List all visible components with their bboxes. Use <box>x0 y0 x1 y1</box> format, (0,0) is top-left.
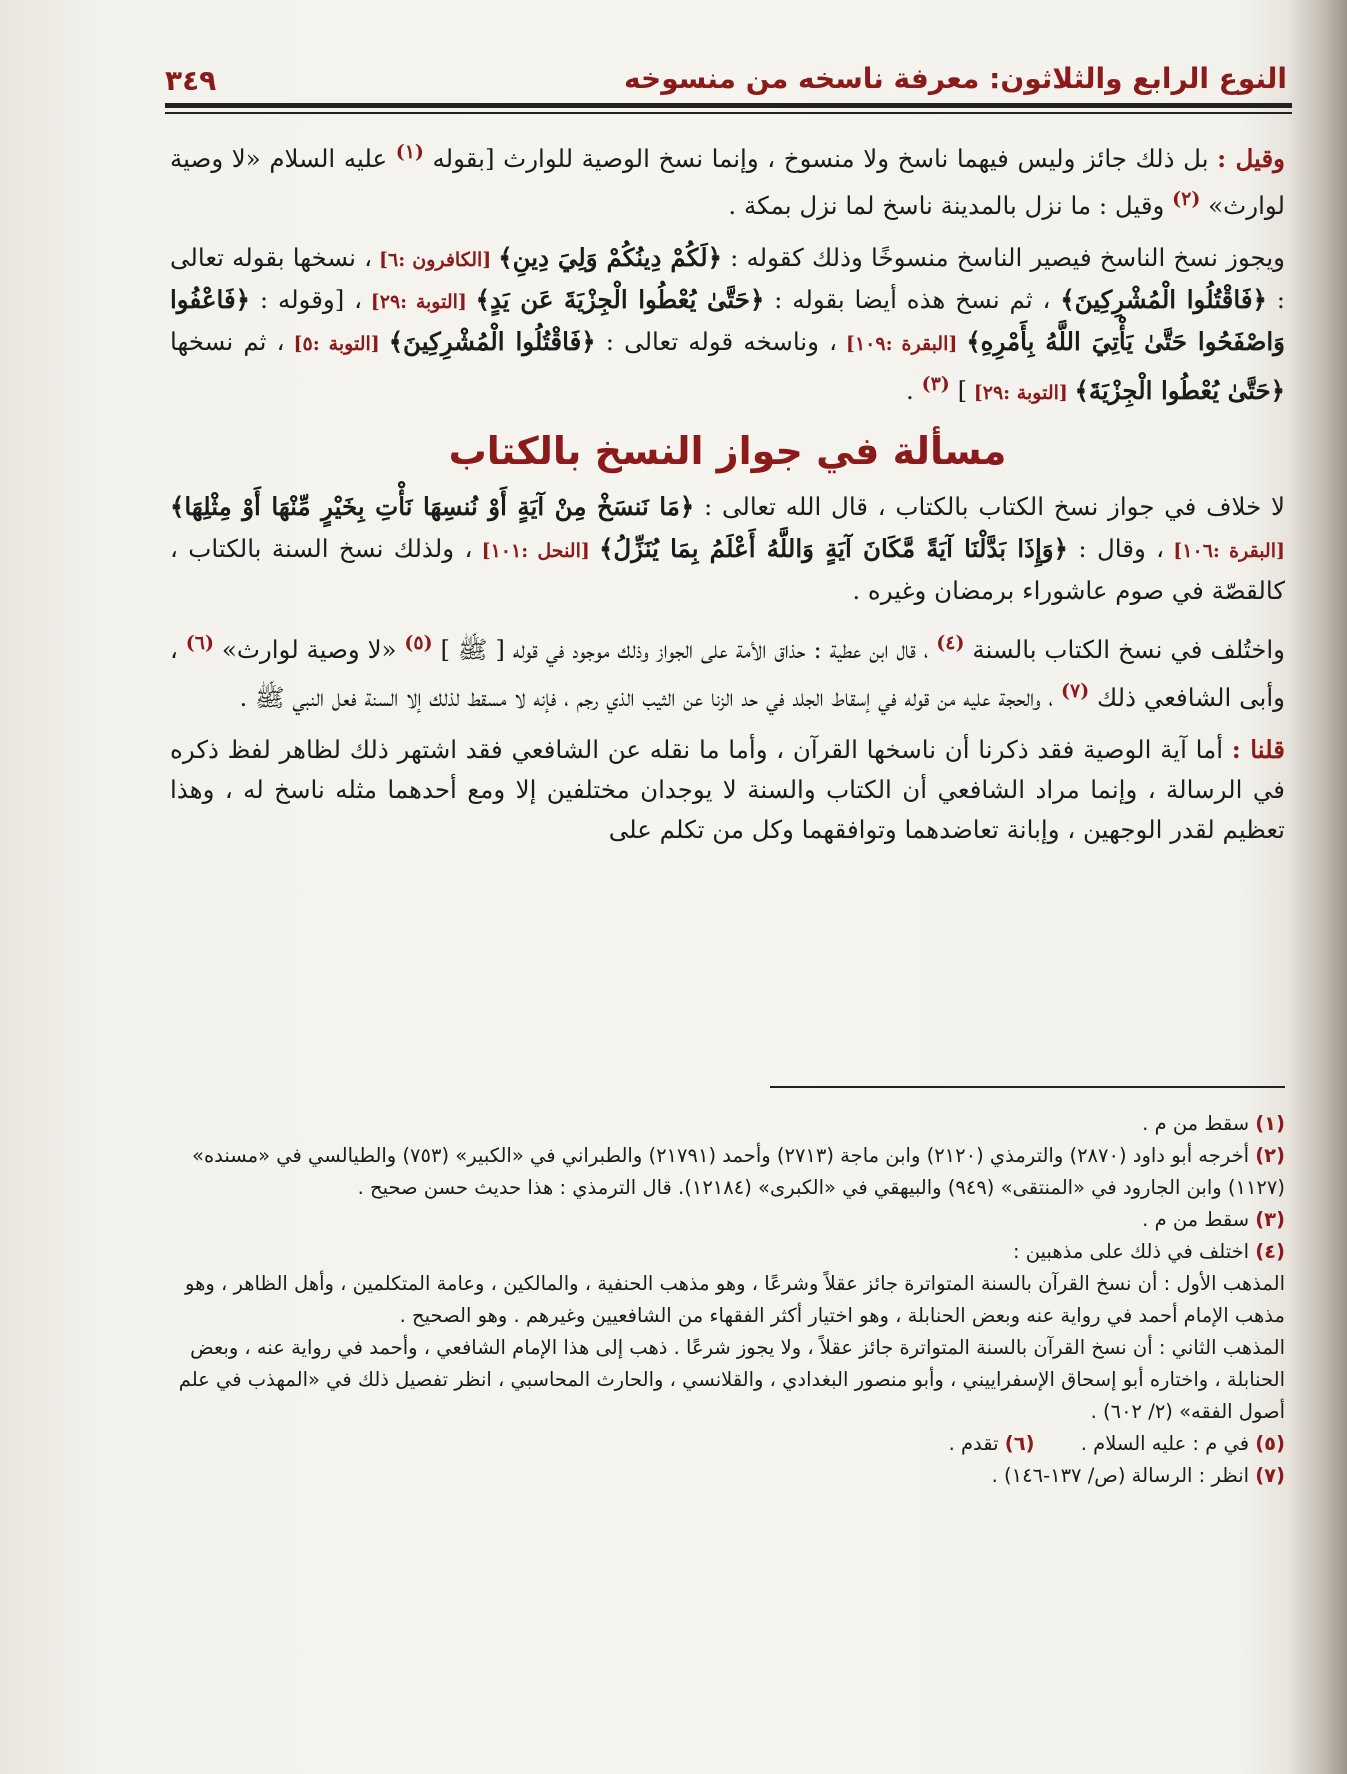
paragraph-text: واختُلف في نسخ الكتاب بالسنة <box>964 635 1285 665</box>
footnote-text: سقط من م . <box>1142 1208 1256 1231</box>
footnote-marker: (٤) <box>936 632 965 655</box>
main-text <box>170 132 1285 862</box>
footnote-number: (٣) <box>1255 1208 1285 1231</box>
footnote-text: أخرجه أبو داود (٢٨٧٠) والترمذي (٢١٢٠) وابن ماجة (٢٧١٣) وأحمد (٢١٧٩١) والطبراني في «الكبير» (٧٥٣) والطيالسي في «مسنده» (١١٢٧) وابن الجارود في «المنتقى» (٩٤٩) والبيهقي في «الكبرى» (١٢١٨٤). قال الترمذي : هذا حديث حسن صحيح . <box>192 1144 1285 1199</box>
footnote-number: (٢) <box>1255 1144 1285 1167</box>
footnote-marker: (٦) <box>185 632 214 655</box>
footnote-2 <box>170 1140 1285 1204</box>
footnote-number: (٥) <box>1255 1432 1285 1455</box>
verse-reference: [البقرة :١٠٦] <box>1164 540 1285 563</box>
paragraph-lead: قلنا : <box>1231 734 1285 764</box>
section-heading: مسألة في جواز النسخ بالكتاب <box>448 429 1007 474</box>
paragraph-4 <box>170 623 1285 717</box>
paragraph-text: ، قال ابن عطية : حذاق الأمة على الجواز وذلك موجود في قوله [ ﷺ ] <box>432 635 937 665</box>
page-number: ٣٤٩ <box>165 64 217 97</box>
paragraph-text: ] <box>949 376 968 406</box>
quran-verse: ﴿لَكُمْ دِينُكُمْ وَلِيَ دِينِ﴾ <box>498 243 722 273</box>
paragraph-2 <box>170 238 1285 413</box>
footnote-marker: (٧) <box>1060 679 1090 702</box>
footnote-text: في م : عليه السلام . <box>1080 1432 1256 1455</box>
verse-reference: [التوبة :٥] <box>284 333 389 356</box>
page-gutter-shadow <box>1287 0 1347 1774</box>
footnote-7 <box>170 1460 1285 1492</box>
paragraph-text: عليه السلام «لا وصية لوارث» <box>170 144 1285 221</box>
verse-reference: [البقرة :١٠٩] <box>836 333 967 356</box>
paragraph-text: ، نسخها بقوله تعالى : <box>170 243 1286 315</box>
verse-reference: [التوبة :٢٩] <box>362 291 476 314</box>
footnote-inline <box>949 1428 1035 1460</box>
footnote-text: المذهب الأول : أن نسخ القرآن بالسنة المتواترة جائز عقلاً وشرعًا ، وهو مذهب الحنفية ، والمالكين ، وعامة المتكلمين ، وأهل الظاهر ، وهو مذهب الإمام أحمد في رواية عنه وبعض الحنابلة ، وهو اختيار أكثر الفقهاء من الشافعيين وغيرهم . وهو الصحيح . <box>185 1272 1285 1327</box>
paragraph-text: ، وناسخه قوله تعالى : <box>595 327 837 357</box>
header-rule-thin <box>165 112 1292 114</box>
footnote-marker: (٥) <box>404 632 433 655</box>
page-header <box>165 62 1287 102</box>
footnote-number: (٧) <box>1255 1464 1285 1487</box>
footnote-marker: (١) <box>395 141 424 163</box>
footnote-4-school-2 <box>170 1332 1285 1428</box>
footnote-4 <box>170 1236 1285 1268</box>
paragraph-text: «لا وصية لوارث» <box>214 635 405 665</box>
footnote-5-6 <box>170 1428 1285 1460</box>
quran-verse: ﴿حَتَّىٰ يُعْطُوا الْجِزْيَةَ عَن يَدٍ﴾ <box>475 285 765 315</box>
paragraph-5 <box>170 730 1285 850</box>
paragraph-text: . <box>905 376 922 406</box>
paragraph-text: بل ذلك جائز وليس فيهما ناسخ ولا منسوخ ، وإنما نسخ الوصية للوارث [بقوله <box>423 144 1218 174</box>
footnote-marker: (٣) <box>921 373 950 396</box>
paragraph-text: ويجوز نسخ الناسخ فيصير الناسخ منسوخًا وذلك كقوله : <box>721 243 1286 273</box>
paragraph-text: وقيل : ما نزل بالمدينة ناسخ لما نزل بمكة . <box>728 191 1173 221</box>
footnote-text: المذهب الثاني : أن نسخ القرآن بالسنة المتواترة جائز عقلاً ، ولا يجوز شرعًا . ذهب إلى هذا الإمام الشافعي ، وأحمد في رواية عنه ، وبعض الحنابلة ، واختاره أبو إسحاق الإسفراييني ، وأبو منصور البغدادي ، والقلانسي ، والحارث المحاسبي ، انظر تفصيل ذلك في «المهذب في علم أصول الفقه» (٢/ ٦٠٢) . <box>178 1336 1285 1423</box>
paragraph-text: ، ثم نسخ هذه أيضا بقوله : <box>764 285 1061 315</box>
footnote-number: (٤) <box>1255 1240 1285 1263</box>
footnote-1 <box>170 1108 1285 1140</box>
paragraph-text: ، وقال : <box>1067 534 1165 564</box>
footnote-4-school-1 <box>170 1268 1285 1332</box>
footnotes <box>170 1108 1285 1492</box>
quran-verse: ﴿فَاعْفُوا وَاصْفَحُوا حَتَّىٰ يَأْتِيَ اللَّهُ بِأَمْرِهِ﴾ <box>170 285 1286 357</box>
quran-verse: ﴿فَاقْتُلُوا الْمُشْرِكِينَ﴾ <box>388 327 596 357</box>
paragraph-text: أما آية الوصية فقد ذكرنا أن ناسخها القرآن ، وأما ما نقله عن الشافعي فقد اشتهر ذلك لظاهر لفظ ذكره في الرسالة ، وإنما مراد الشافعي أن الكتاب والسنة لا يوجدان مختلفين إلا ومع أحدهما مثله ناسخ له ، وهذا تعظيم لقدر الوجهين ، وإبانة تعاضدهما وتوافقهما وكل من تكلم على <box>170 734 1285 844</box>
paragraph-text: لا خلاف في جواز نسخ الكتاب بالكتاب ، قال الله تعالى : <box>694 492 1285 522</box>
paragraph-text: ، والحجة عليه من قوله في إسقاط الجلد في حد الزنا عن الثيب الذي رجم ، فإنه لا مسقط لذلك إلا السنة فعل النبي ﷺ . <box>239 682 1061 712</box>
footnote-number: (٦) <box>1004 1432 1035 1455</box>
running-title: النوع الرابع والثلاثون: معرفة ناسخه من منسوخه <box>624 62 1287 95</box>
verse-reference: [التوبة :٢٩] <box>967 382 1075 405</box>
footnote-marker: (٢) <box>1172 188 1201 211</box>
verse-reference: [النحل :١٠١] <box>472 540 600 563</box>
quran-verse: ﴿فَاقْتُلُوا الْمُشْرِكِينَ﴾ <box>1060 285 1267 315</box>
paragraph-1 <box>170 132 1285 226</box>
paragraph-text: ، ثم نسخها <box>170 327 285 357</box>
footnote-number: (١) <box>1255 1112 1285 1135</box>
paragraph-text: ، ولذلك نسخ السنة بالكتاب ، كالقصّة في صوم عاشوراء برمضان وغيره . <box>170 534 1285 606</box>
paragraph-text: ، وأبى الشافعي ذلك <box>170 635 1285 712</box>
footnote-text: سقط من م . <box>1142 1112 1256 1135</box>
paragraph-3 <box>170 487 1285 611</box>
footnote-text: انظر : الرسالة (ص/ ١٣٧-١٤٦) . <box>991 1464 1256 1487</box>
quran-verse: ﴿حَتَّىٰ يُعْطُوا الْجِزْيَةَ﴾ <box>1074 376 1285 406</box>
footnote-3 <box>170 1204 1285 1236</box>
footnote-text: اختلف في ذلك على مذهبين : <box>1012 1240 1256 1263</box>
header-rule-thick <box>165 103 1292 108</box>
paragraph-lead: وقيل : <box>1217 144 1285 174</box>
paragraph-text: ، [وقوله : <box>250 285 363 315</box>
quran-verse: ﴿مَا نَنسَخْ مِنْ آيَةٍ أَوْ نُنسِهَا نَأْتِ بِخَيْرٍ مِّنْهَا أَوْ مِثْلِهَا﴾ <box>170 492 695 522</box>
footnote-text: تقدم . <box>948 1432 1005 1455</box>
verse-reference: [الكافرون :٦] <box>372 249 499 272</box>
footnote-separator <box>770 1086 1285 1088</box>
quran-verse: ﴿وَإِذَا بَدَّلْنَا آيَةً مَّكَانَ آيَةٍ وَاللَّهُ أَعْلَمُ بِمَا يُنَزِّلُ﴾ <box>599 534 1068 564</box>
